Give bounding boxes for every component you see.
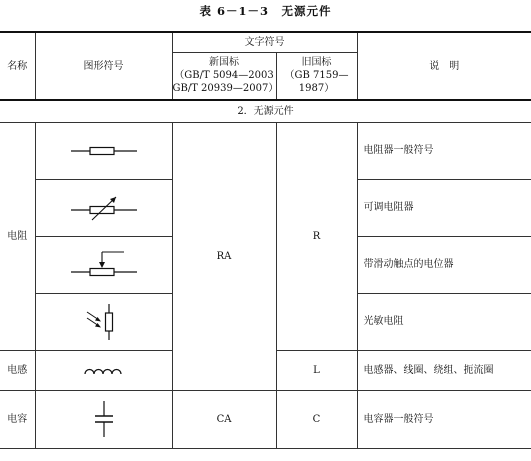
description-cell: 电感器、线圈、绕组、扼流圈 [357, 350, 531, 390]
old-code-inductor: L [276, 350, 357, 390]
variable-resistor-icon [69, 191, 139, 225]
new-standard-label: 新国标 [209, 57, 239, 69]
component-name-capacitor: 电容 [0, 390, 35, 448]
symbol-cell [35, 236, 172, 293]
header-old-standard [276, 52, 357, 100]
symbol-cell [35, 179, 172, 236]
old-standard-label: 旧国标 [301, 57, 332, 69]
symbol-cell [35, 122, 172, 179]
description-cell: 电容器一般符号 [357, 390, 531, 448]
photoresistor-icon [79, 302, 129, 342]
component-name-resistor: 电阻 [0, 122, 35, 350]
old-code-capacitor: C [276, 390, 357, 448]
table-caption: 表 6－1－3 无源元件 [199, 4, 332, 18]
component-name-inductor: 电感 [0, 350, 35, 390]
description-cell: 带滑动触点的电位器 [357, 236, 531, 293]
new-standard-code-2: GB/T 20939—2007） [172, 83, 279, 95]
description-cell: 光敏电阻 [357, 293, 531, 350]
header-description: 说 明 [357, 32, 531, 100]
header-symbol: 图形符号 [35, 32, 172, 100]
potentiometer-icon [69, 248, 139, 282]
capacitor-icon [84, 399, 124, 439]
old-code-resistor: R [276, 122, 357, 350]
old-standard-code-1: （GB 7159— [284, 70, 349, 82]
header-name: 名称 [0, 32, 35, 100]
new-code-capacitor: CA [172, 390, 276, 448]
header-text-symbol: 文字符号 [172, 32, 357, 52]
passive-components-table [0, 31, 531, 449]
new-standard-code-1: （GB/T 5094—2003 [174, 70, 274, 82]
header-new-standard [172, 52, 279, 100]
description-cell: 电阻器一般符号 [357, 122, 531, 179]
inductor-icon [69, 362, 139, 378]
symbol-cell [35, 293, 172, 350]
symbol-cell [35, 350, 172, 390]
new-code-resistor: RA [172, 122, 276, 390]
resistor-icon [69, 141, 139, 161]
section-heading: 2．无源元件 [0, 100, 531, 122]
description-cell: 可调电阻器 [357, 179, 531, 236]
symbol-cell [35, 390, 172, 448]
old-standard-code-2: 1987） [298, 83, 335, 95]
